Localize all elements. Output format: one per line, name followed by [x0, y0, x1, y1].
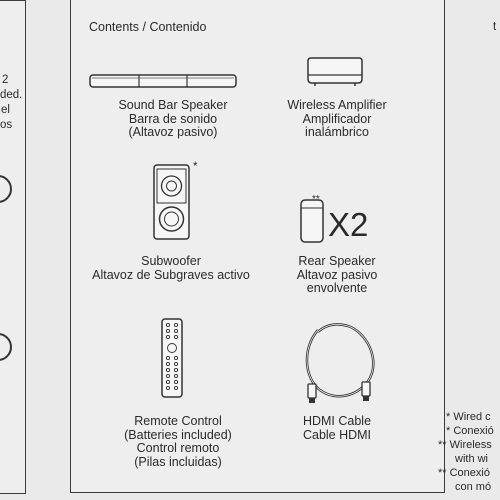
footnote-line: * Conexió: [446, 425, 494, 437]
wireless-amplifier-icon: [305, 55, 365, 87]
hdmi-cable-caption: HDMI Cable Cable HDMI: [302, 414, 372, 442]
sound-bar-caption: Sound Bar Speaker Barra de sonido (Altavoz pasivo): [118, 98, 228, 139]
remote-control-icon: [160, 318, 186, 400]
footnote-line: * Wired c: [446, 411, 491, 423]
left-text-fragment: 2: [2, 74, 9, 86]
left-text-fragment: el: [1, 104, 10, 116]
subwoofer-icon: [152, 163, 192, 243]
rear-speaker-caption: Rear Speaker Altavoz pasivo envolvente: [296, 254, 378, 295]
hdmi-cable-icon: [300, 318, 380, 406]
footnote-line: ** Wireless: [438, 439, 492, 451]
right-text-fragment: t: [493, 21, 497, 33]
left-text-fragment: os: [0, 119, 13, 131]
contents-title: Contents / Contenido: [89, 20, 207, 34]
footnote-line: con mó: [455, 481, 492, 493]
sound-bar-icon: [89, 70, 237, 90]
footnote-line: with wi: [455, 453, 489, 465]
rear-speaker-quantity: X2: [328, 206, 369, 243]
remote-control-caption: Remote Control (Batteries included) Control remoto (Pilas incluidas): [124, 414, 232, 469]
left-text-fragment: ded.: [0, 89, 23, 101]
wireless-amplifier-caption: Wireless Amplifier Amplificador inalámbrico: [287, 98, 387, 139]
subwoofer-caption: Subwoofer Altavoz de Subgraves activo: [92, 254, 250, 282]
footnote-line: ** Conexió: [438, 467, 490, 479]
rear-speaker-footnote-mark: **: [312, 194, 320, 205]
subwoofer-footnote-mark: *: [193, 161, 198, 173]
